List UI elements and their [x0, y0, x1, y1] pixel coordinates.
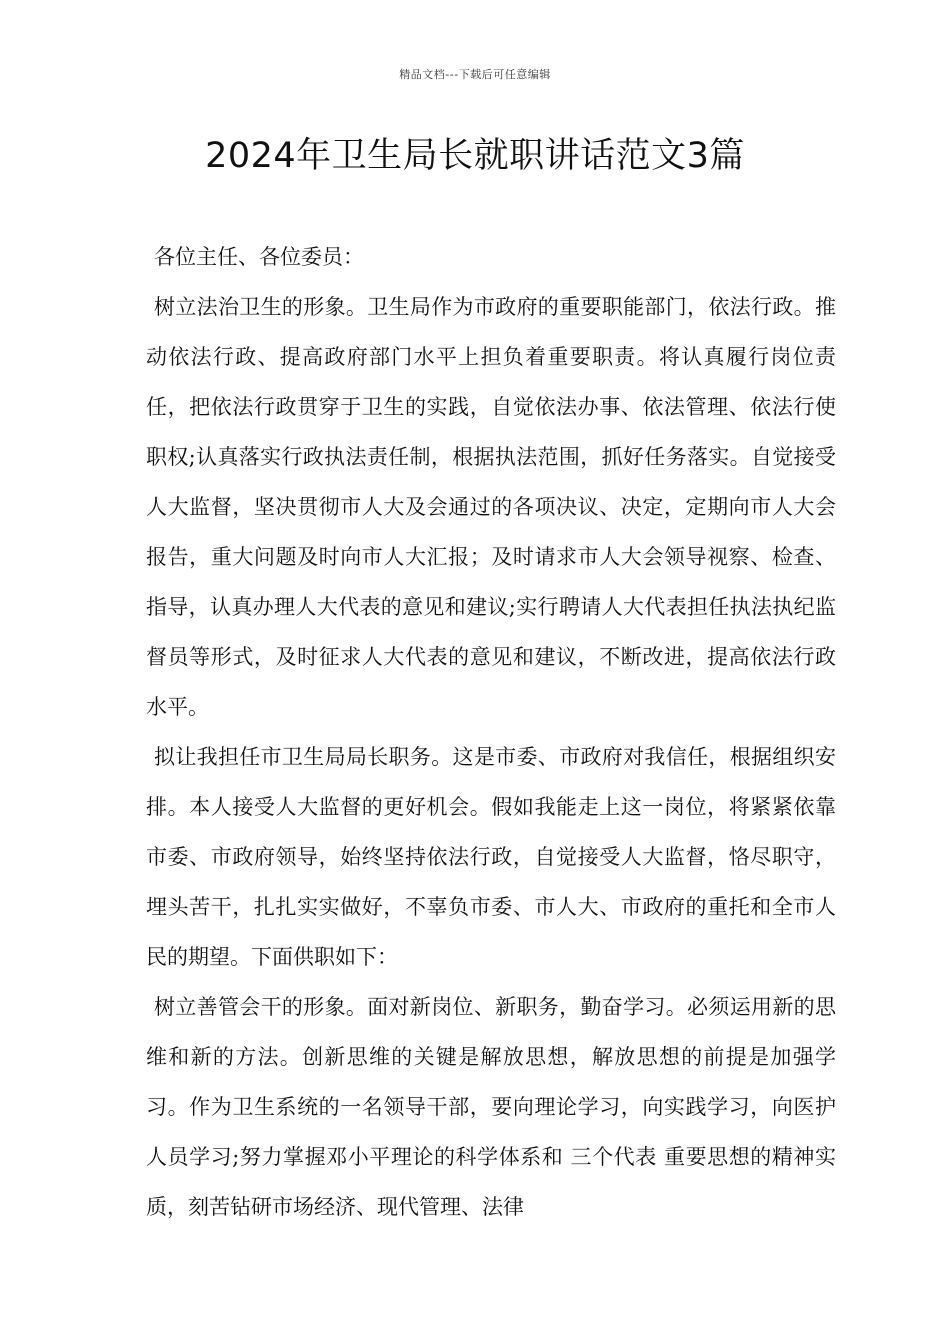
document-body	[146, 232, 836, 1232]
header-note: 精品文档---下载后可任意编辑	[399, 68, 551, 81]
body-paragraph: 树立善管会干的形象。面对新岗位、新职务，勤奋学习。必须运用新的思维和新的方法。创新思维的关键是解放思想，解放思想的前提是加强学习。作为卫生系统的一名领导干部，要向理论学习，向实践学习，向医护人员学习;努力掌握邓小平理论的科学体系和 三个代表 重要思想的精神实质，刻苦钻研市场经济、现代管理、法律	[146, 995, 836, 1219]
salutation-paragraph: 各位主任、各位委员：	[154, 245, 364, 269]
body-paragraph: 树立法治卫生的形象。卫生局作为市政府的重要职能部门，依法行政。推动依法行政、提高政府部门水平上担负着重要职责。将认真履行岗位责任，把依法行政贯穿于卫生的实践，自觉依法办事、依法管理、依法行使职权;认真落实行政执法责任制，根据执法范围，抓好任务落实。自觉接受人大监督，坚决贯彻市人大及会通过的各项决议、决定，定期向市人大会报告，重大问题及时向市人大汇报；及时请求市人大会领导视察、检查、指导，认真办理人大代表的意见和建议;实行聘请人大代表担任执法执纪监督员等形式，及时征求人大代表的意见和建议，不断改进，提高依法行政水平。	[146, 295, 836, 719]
body-paragraph: 拟让我担任市卫生局局长职务。这是市委、市政府对我信任，根据组织安排。本人接受人大监督的更好机会。假如我能走上这一岗位，将紧紧依靠市委、市政府领导，始终坚持依法行政，自觉接受人大监督，恪尽职守，埋头苦干，扎扎实实做好，不辜负市委、市人大、市政府的重托和全市人民的期望。下面供职如下：	[146, 745, 836, 969]
document-title: 2024年卫生局长就职讲话范文3篇	[205, 136, 745, 176]
